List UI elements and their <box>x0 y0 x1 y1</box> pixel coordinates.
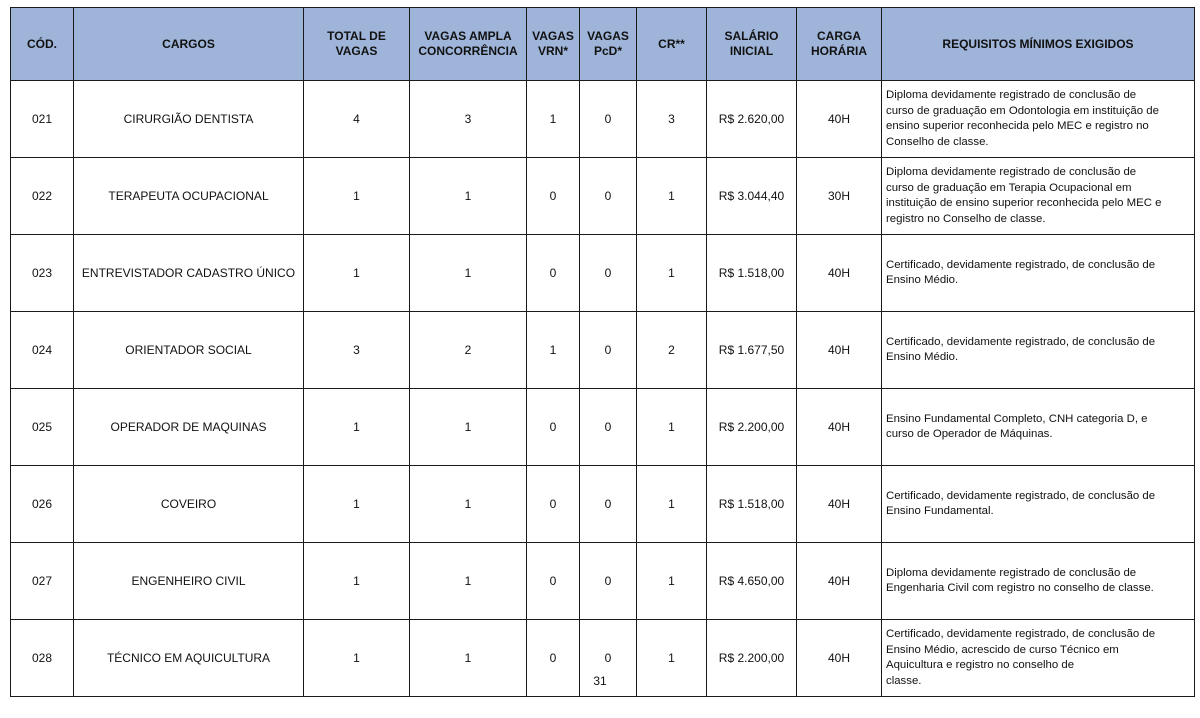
header-line: CARGA <box>817 29 861 43</box>
table-row <box>11 466 1195 543</box>
header-total-vagas <box>304 8 410 81</box>
requisito-line: Aquicultura e registro no conselho de <box>886 659 1075 671</box>
table-row <box>11 235 1195 312</box>
cell-vagas-ampla: 3 <box>410 81 527 158</box>
header-vagas-vrn <box>527 8 580 81</box>
cell-cr: 1 <box>637 466 707 543</box>
header-vagas-pcd <box>580 8 637 81</box>
requisito-line: Diploma devidamente registrado de conclusão de <box>886 166 1137 178</box>
cell-total-vagas: 1 <box>304 620 410 697</box>
cell-vagas-pcd: 0 <box>580 158 637 235</box>
cell-requisitos <box>882 466 1195 543</box>
cell-cargo: OPERADOR DE MAQUINAS <box>74 389 304 466</box>
cell-total-vagas: 1 <box>304 466 410 543</box>
cell-cod: 024 <box>11 312 74 389</box>
table-row <box>11 312 1195 389</box>
cell-cargo: COVEIRO <box>74 466 304 543</box>
cell-carga: 30H <box>797 158 882 235</box>
table-row <box>11 543 1195 620</box>
header-carga <box>797 8 882 81</box>
requisito-line: Certificado, devidamente registrado, de conclusão de <box>886 628 1156 640</box>
requisito-line: Ensino Médio, acrescido de curso Técnico em <box>886 643 1119 656</box>
cell-carga: 40H <box>797 466 882 543</box>
cell-cr: 3 <box>637 81 707 158</box>
cell-vagas-pcd: 0 <box>580 466 637 543</box>
cell-requisitos <box>882 389 1195 466</box>
table-body <box>11 81 1195 697</box>
requisito-line: Certificado, devidamente registrado, de conclusão de <box>886 489 1156 502</box>
cell-cod: 022 <box>11 158 74 235</box>
table-row <box>11 389 1195 466</box>
cell-vagas-pcd: 0 <box>580 620 637 697</box>
cell-requisitos <box>882 158 1195 235</box>
cell-salario: R$ 1.677,50 <box>707 312 797 389</box>
header-requisitos <box>882 8 1195 81</box>
cell-cr: 1 <box>637 543 707 620</box>
cell-carga: 40H <box>797 81 882 158</box>
cell-salario: R$ 1.518,00 <box>707 466 797 543</box>
cell-vagas-pcd: 0 <box>580 389 637 466</box>
requisito-line: Conselho de classe. <box>886 135 989 148</box>
header-cod <box>11 8 74 81</box>
cell-vagas-ampla: 1 <box>410 158 527 235</box>
requisito-line: Ensino Fundamental Completo, CNH categoria D, e <box>886 412 1148 425</box>
requisito-line: Diploma devidamente registrado de conclusão de <box>886 566 1137 579</box>
cell-vagas-ampla: 1 <box>410 235 527 312</box>
cell-vagas-vrn: 1 <box>527 312 580 389</box>
cell-total-vagas: 3 <box>304 312 410 389</box>
cell-vagas-pcd: 0 <box>580 543 637 620</box>
cell-cr: 1 <box>637 235 707 312</box>
header-line: VAGAS AMPLA <box>424 29 512 43</box>
header-cr <box>637 8 707 81</box>
cell-cargo: TERAPEUTA OCUPACIONAL <box>74 158 304 235</box>
table-row <box>11 81 1195 158</box>
requisito-line: classe. <box>886 674 922 687</box>
header-row <box>11 8 1195 81</box>
cell-vagas-pcd: 0 <box>580 81 637 158</box>
header-line: TOTAL DE <box>327 29 386 43</box>
cell-vagas-vrn: 0 <box>527 158 580 235</box>
cell-cargo: ORIENTADOR SOCIAL <box>74 312 304 389</box>
cell-vagas-vrn: 0 <box>527 620 580 697</box>
cell-carga: 40H <box>797 389 882 466</box>
header-cargos <box>74 8 304 81</box>
requisito-line: Ensino Médio. <box>886 274 959 286</box>
cell-cr: 2 <box>637 312 707 389</box>
cell-cargo: CIRURGIÃO DENTISTA <box>74 81 304 158</box>
cell-vagas-vrn: 0 <box>527 389 580 466</box>
header-line: CÓD. <box>27 36 57 51</box>
cell-cr: 1 <box>637 620 707 697</box>
cell-cargo: TÉCNICO EM AQUICULTURA <box>74 620 304 697</box>
cell-cod: 021 <box>11 81 74 158</box>
cell-salario: R$ 4.650,00 <box>707 543 797 620</box>
header-salario <box>707 8 797 81</box>
cell-total-vagas: 1 <box>304 235 410 312</box>
requisito-line: Ensino Fundamental. <box>886 505 994 517</box>
requisito-line: registro no Conselho de classe. <box>886 212 1046 225</box>
cell-cod: 025 <box>11 389 74 466</box>
cell-vagas-ampla: 1 <box>410 466 527 543</box>
header-vagas-ampla <box>410 8 527 81</box>
cell-vagas-ampla: 1 <box>410 620 527 697</box>
cell-salario: R$ 2.200,00 <box>707 389 797 466</box>
table-row <box>11 158 1195 235</box>
requisito-line: Engenharia Civil com registro no conselho de classe. <box>886 582 1154 594</box>
requisito-line: ensino superior reconhecida pelo MEC e registro no <box>886 120 1149 132</box>
header-line: VAGAS <box>587 29 629 43</box>
requisito-line: Diploma devidamente registrado de conclusão de <box>886 89 1137 101</box>
cell-carga: 40H <box>797 620 882 697</box>
cell-carga: 40H <box>797 235 882 312</box>
cell-total-vagas: 4 <box>304 81 410 158</box>
header-line: CONCORRÊNCIA <box>418 44 518 58</box>
cell-salario: R$ 3.044,40 <box>707 158 797 235</box>
header-line: VAGAS <box>532 29 574 43</box>
cell-salario: R$ 2.620,00 <box>707 81 797 158</box>
header-line: CR** <box>658 36 685 51</box>
cell-requisitos <box>882 235 1195 312</box>
header-line: REQUISITOS MÍNIMOS EXIGIDOS <box>942 36 1134 51</box>
cell-total-vagas: 1 <box>304 158 410 235</box>
cell-vagas-vrn: 0 <box>527 235 580 312</box>
requisito-line: instituição de ensino superior reconhecida pelo MEC e <box>886 197 1162 209</box>
cell-cargo: ENTREVISTADOR CADASTRO ÚNICO <box>74 235 304 312</box>
cell-vagas-ampla: 2 <box>410 312 527 389</box>
header-line: HORÁRIA <box>811 44 867 58</box>
cell-cod: 027 <box>11 543 74 620</box>
cell-cod: 023 <box>11 235 74 312</box>
cell-cr: 1 <box>637 158 707 235</box>
cell-total-vagas: 1 <box>304 543 410 620</box>
vagas-table <box>10 7 1195 697</box>
cell-vagas-vrn: 0 <box>527 543 580 620</box>
requisito-line: Certificado, devidamente registrado, de conclusão de <box>886 335 1156 348</box>
page-number: 31 <box>593 674 607 688</box>
cell-vagas-pcd: 0 <box>580 235 637 312</box>
requisito-line: curso de graduação em Odontologia em instituição de <box>886 104 1159 117</box>
header-line: CARGOS <box>162 36 215 51</box>
header-line: SALÁRIO <box>724 29 779 43</box>
cell-cr: 1 <box>637 389 707 466</box>
header-line: INICIAL <box>729 44 774 58</box>
header-line: VRN* <box>537 44 568 58</box>
cell-carga: 40H <box>797 543 882 620</box>
header-line: VAGAS <box>335 44 378 58</box>
requisito-line: Certificado, devidamente registrado, de conclusão de <box>886 258 1156 271</box>
cell-vagas-vrn: 0 <box>527 466 580 543</box>
cell-vagas-ampla: 1 <box>410 389 527 466</box>
header-line: PcD* <box>593 44 622 58</box>
cell-salario: R$ 2.200,00 <box>707 620 797 697</box>
cell-vagas-ampla: 1 <box>410 543 527 620</box>
cell-requisitos <box>882 543 1195 620</box>
cell-vagas-vrn: 1 <box>527 81 580 158</box>
requisito-line: curso de graduação em Terapia Ocupacional em <box>886 181 1132 194</box>
table-header <box>11 8 1195 81</box>
cell-salario: R$ 1.518,00 <box>707 235 797 312</box>
requisito-line: curso de Operador de Máquinas. <box>886 428 1053 440</box>
cell-requisitos <box>882 312 1195 389</box>
cell-requisitos <box>882 81 1195 158</box>
cell-cargo: ENGENHEIRO CIVIL <box>74 543 304 620</box>
cell-carga: 40H <box>797 312 882 389</box>
cell-total-vagas: 1 <box>304 389 410 466</box>
cell-vagas-pcd: 0 <box>580 312 637 389</box>
cell-cod: 026 <box>11 466 74 543</box>
cell-cod: 028 <box>11 620 74 697</box>
requisito-line: Ensino Médio. <box>886 351 959 363</box>
